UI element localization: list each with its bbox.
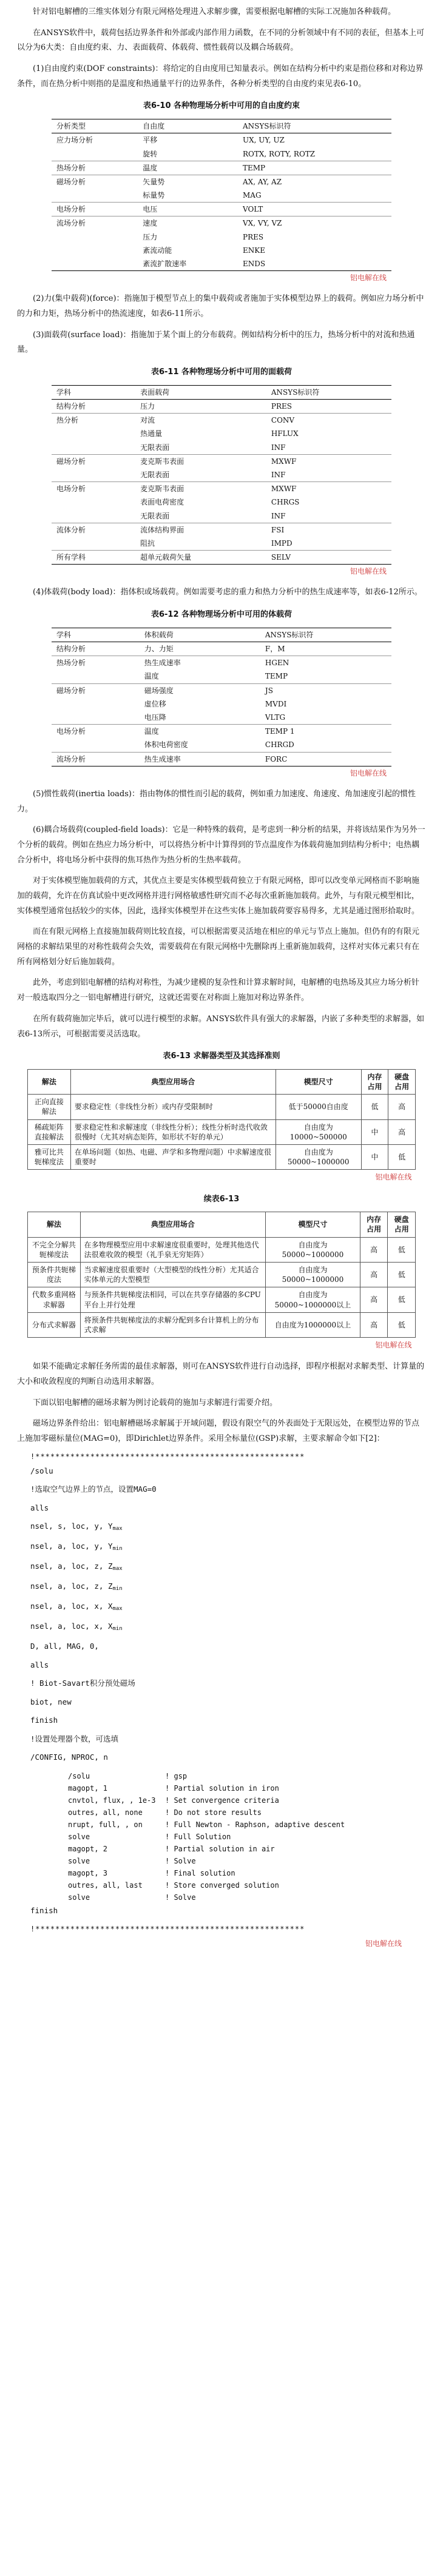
column-header: 自由度 bbox=[138, 119, 238, 133]
solve-comment: ! Set convergence criteria bbox=[165, 1796, 279, 1805]
table-cell: 自由度为1000000以上 bbox=[266, 1312, 360, 1337]
table-cell: 表面电荷密度 bbox=[140, 498, 184, 507]
table-cell: 麦克斯韦表面 bbox=[135, 482, 266, 496]
table-row bbox=[52, 697, 391, 711]
table-cell: 速度 bbox=[138, 216, 238, 230]
table-row bbox=[52, 400, 391, 414]
body-loads-table bbox=[52, 628, 391, 780]
table-row bbox=[28, 1119, 416, 1144]
table-cell: CHRGD bbox=[265, 740, 294, 750]
solve-command: nrupt, full, , on bbox=[68, 1820, 143, 1829]
paragraph: 磁场边界条件给出：铝电解槽磁场求解属于开域问题，假设有限空气的外表面处于无限远处，在模型边界的节点上施加零磁标量位(MAG=0)，即Dirichlet边界条件。采用全标量位(GSP)求解，主要求解命令如下[2]： bbox=[17, 1419, 420, 1444]
code-text: nsel, a, loc, x, bbox=[30, 1602, 108, 1611]
watermark: 铝电解在线 bbox=[365, 1939, 402, 1948]
solve-comment: ! Partial solution in air bbox=[165, 1844, 275, 1853]
table-row bbox=[52, 482, 391, 496]
code-text: nsel, a, loc, z, bbox=[30, 1561, 108, 1571]
table-caption: 表6-11 各种物理场分析中可用的面载荷 bbox=[150, 367, 293, 377]
table-cell: 低于50000自由度 bbox=[276, 1095, 361, 1119]
table-cell: 在单场问题（如热、电磁、声学和多物理问题）中求解速度很重要时 bbox=[70, 1145, 276, 1170]
table-cell: INF bbox=[271, 511, 286, 520]
cell-type bbox=[52, 509, 135, 523]
paragraph: (5)惯性载荷(inertia loads)：指由物体的惯性而引起的载荷，例如重力加速度、角速度、角加速度引起的惯性力。 bbox=[17, 789, 416, 814]
solver-types-table-continued bbox=[27, 1212, 416, 1352]
table-cell: 要求稳定性和求解速度（非线性分析）；线性分析时迭代收敛很慢时（尤其对病态矩阵，如形状不好的单元） bbox=[70, 1119, 276, 1144]
code-line: finish bbox=[30, 1905, 58, 1915]
table-body bbox=[52, 642, 391, 766]
solve-commands bbox=[68, 1773, 426, 1901]
table-cell: HGEN bbox=[260, 656, 391, 670]
header-row bbox=[52, 628, 391, 642]
solve-command: outres, all, none bbox=[68, 1808, 143, 1817]
cell-type bbox=[52, 189, 138, 203]
cell-type: 电场分析 bbox=[52, 482, 135, 496]
watermark-row bbox=[52, 766, 391, 780]
table-cell: 电压降 bbox=[144, 713, 166, 722]
table-head bbox=[52, 628, 391, 642]
table-row bbox=[28, 1095, 416, 1119]
column-header: 学科 bbox=[52, 628, 140, 642]
table-row bbox=[52, 509, 391, 523]
code-line bbox=[30, 1563, 426, 1572]
table-cell: 正向直接解法 bbox=[28, 1095, 71, 1119]
table-cell: 旋转 bbox=[143, 149, 158, 158]
table-cell: 中 bbox=[361, 1119, 388, 1144]
cell-type: 热场分析 bbox=[52, 161, 138, 175]
table-cell: 对流 bbox=[135, 414, 266, 428]
cell-type: 电场分析 bbox=[52, 725, 140, 739]
cell-type bbox=[52, 697, 140, 711]
table-row bbox=[52, 752, 391, 766]
table-row bbox=[28, 1263, 416, 1287]
table-row bbox=[52, 669, 391, 683]
watermark: 铝电解在线 bbox=[375, 1173, 412, 1182]
table-cell: 低 bbox=[388, 1263, 416, 1287]
table-cell: FORC bbox=[260, 752, 391, 766]
table-cell: PRES bbox=[266, 400, 391, 414]
table-cell: 高 bbox=[388, 1119, 416, 1144]
table-row bbox=[52, 454, 391, 468]
table-cell: JS bbox=[260, 683, 391, 697]
cell-type bbox=[52, 441, 135, 455]
column-header: 硬盘占用 bbox=[388, 1212, 416, 1237]
table-cell: 标量势 bbox=[143, 191, 165, 200]
table-cell: 温度 bbox=[140, 725, 260, 739]
table-row bbox=[52, 495, 391, 509]
table-cell: 无限表面 bbox=[140, 443, 170, 452]
table-cell: 压力 bbox=[143, 232, 158, 241]
table-cell: 不完全分解共轭梯度法 bbox=[28, 1237, 81, 1262]
solve-command: magopt, 1 bbox=[68, 1783, 108, 1793]
table-row bbox=[52, 216, 391, 230]
table-row bbox=[52, 189, 391, 203]
watermark-row bbox=[52, 271, 391, 285]
table-cell: 将预条件共轭梯度法的求解分配到多台计算机上的分布式求解 bbox=[80, 1312, 265, 1337]
code-text: nsel, a, loc, z, bbox=[30, 1581, 108, 1591]
table-cell: HFLUX bbox=[271, 429, 299, 438]
watermark: 铝电解在线 bbox=[350, 273, 387, 283]
table-cell: 低 bbox=[388, 1287, 416, 1312]
code-line bbox=[30, 1583, 426, 1592]
table-cell: 磁场强度 bbox=[140, 683, 260, 697]
column-header: 内存占用 bbox=[361, 1069, 388, 1094]
solve-comment: ! Full Solution bbox=[165, 1832, 231, 1841]
cell-type: 结构分析 bbox=[52, 642, 140, 656]
code-line: finish bbox=[30, 1716, 58, 1725]
table-cell: VLTG bbox=[265, 713, 286, 722]
cell-type: 磁场分析 bbox=[52, 454, 135, 468]
table-caption: 续表6-13 bbox=[203, 1194, 240, 1204]
table-cell: MAG bbox=[243, 191, 262, 200]
table-cell: 虚位移 bbox=[144, 699, 166, 708]
table-cell: 低 bbox=[361, 1095, 388, 1119]
table-row bbox=[52, 725, 391, 739]
table-cell: 高 bbox=[360, 1263, 388, 1287]
solve-comment: ! Solve bbox=[165, 1856, 196, 1865]
table-row bbox=[52, 244, 391, 257]
table-row bbox=[52, 147, 391, 161]
solve-command: cnvtol, flux, , 1e-3 bbox=[68, 1796, 156, 1805]
table-cell: 自由度为50000~1000000 bbox=[266, 1263, 360, 1287]
paragraph: (4)体载荷(body load)：指体积或场载荷。例如需要考虑的重力和热力分析中的热生成速率等，如表6-12所示。 bbox=[33, 588, 422, 597]
table-row bbox=[52, 656, 391, 670]
table-cell: MXWF bbox=[266, 482, 391, 496]
table-cell: 无限表面 bbox=[140, 511, 170, 520]
table-cell: 矢量势 bbox=[138, 175, 238, 189]
code-line: biot, new bbox=[30, 1697, 72, 1706]
table-cell: 高 bbox=[360, 1312, 388, 1337]
cell-type: 流场分析 bbox=[52, 216, 138, 230]
paragraph: 在ANSYS软件中，载荷包括边界条件和外部或内部作用力函数，在不同的分析领域中有不同的表征，但基本上可以分为6大类：自由度约束、力、表面载荷、体载荷、惯性载荷以及耦合场载荷。 bbox=[17, 28, 425, 53]
dof-constraints-table bbox=[52, 119, 391, 284]
column-header: 内存占用 bbox=[360, 1212, 388, 1237]
table-cell: 温度 bbox=[144, 672, 159, 681]
table-cell: INF bbox=[271, 470, 286, 479]
table-cell: 热生成速率 bbox=[140, 656, 260, 670]
table-cell: 超单元载荷矢量 bbox=[135, 551, 266, 565]
table-cell: ROTX, ROTY, ROTZ bbox=[243, 149, 316, 158]
cell-type bbox=[52, 147, 138, 161]
table-cell: 力、力矩 bbox=[140, 642, 260, 656]
table-row bbox=[52, 203, 391, 216]
code-subscript: max bbox=[112, 1526, 123, 1532]
column-header: 硬盘占用 bbox=[388, 1069, 416, 1094]
solve-comment: ! gsp bbox=[165, 1771, 188, 1780]
code-separator: !****************************************************** bbox=[30, 1452, 305, 1461]
code-subscript: max bbox=[112, 1566, 123, 1572]
header-row bbox=[52, 119, 391, 133]
solve-comment: ! Final solution bbox=[165, 1868, 235, 1877]
table-row bbox=[28, 1287, 416, 1312]
cell-type: 流场分析 bbox=[52, 752, 140, 766]
code-line: D, all, MAG, 0, bbox=[30, 1642, 99, 1651]
table-cell: 自由度为50000~1000000 bbox=[266, 1237, 360, 1262]
table-cell: 低 bbox=[388, 1312, 416, 1337]
cell-type bbox=[52, 244, 138, 257]
table-row bbox=[28, 1145, 416, 1170]
solve-comment: ! Store converged solution bbox=[165, 1880, 279, 1890]
code-subscript: min bbox=[112, 1546, 123, 1552]
cell-type: 流体分析 bbox=[52, 523, 135, 537]
code-var: X bbox=[107, 1622, 113, 1631]
table-cell: TEMP 1 bbox=[260, 725, 391, 739]
code-var: Z bbox=[107, 1561, 113, 1571]
solve-comment: ! Partial solution in iron bbox=[165, 1783, 279, 1793]
code-subscript: min bbox=[112, 1626, 123, 1632]
code-var: X bbox=[107, 1602, 113, 1611]
table-cell: FSI bbox=[266, 523, 391, 537]
solver-types-table bbox=[27, 1069, 416, 1185]
code-var: Z bbox=[107, 1581, 113, 1591]
watermark: 铝电解在线 bbox=[350, 768, 387, 777]
code-separator: !****************************************************** bbox=[30, 1925, 305, 1934]
code-line bbox=[30, 1603, 426, 1612]
cell-type bbox=[52, 669, 140, 683]
watermark: 铝电解在线 bbox=[375, 1341, 412, 1350]
table-cell: IMPD bbox=[271, 538, 293, 548]
column-header: 体积载荷 bbox=[140, 628, 260, 642]
code-comment: !选取空气边界上的节点，设置MAG=0 bbox=[30, 1484, 157, 1494]
column-header: 模型尺寸 bbox=[276, 1069, 361, 1094]
table-row bbox=[52, 468, 391, 482]
cell-type: 所有学科 bbox=[52, 551, 135, 565]
solve-command: solve bbox=[68, 1832, 90, 1841]
code-line: alls bbox=[30, 1503, 49, 1512]
table-head bbox=[52, 385, 391, 399]
table-cell: 热生成速率 bbox=[140, 752, 260, 766]
table-cell: 当求解速度很重要时（大型模型的线性分析）尤其适合实体单元的大型模型 bbox=[80, 1263, 265, 1287]
table-body bbox=[52, 133, 391, 271]
table-row bbox=[52, 257, 391, 271]
table-row bbox=[52, 642, 391, 656]
paragraph: 对于实体模型施加载荷的方式，其优点主要是实体模型载荷独立于有限元网格，即可以改变单元网格而不影响施加的载荷，允许在仿真试验中更改网格并进行网格敏感性研究而不必每次重新施加载荷。此外，与有限元模型相比，实体模型通常包括较少的实体，因此，选择实体模型并在这些实体上施加载荷要容易得多，尤其是通过图形拾取时。 bbox=[17, 876, 420, 916]
cell-type bbox=[52, 427, 135, 440]
table-row bbox=[52, 161, 391, 175]
table-cell: SELV bbox=[266, 551, 391, 565]
code-comment: !设置处理器个数，可选填 bbox=[30, 1734, 119, 1743]
column-header: 典型应用场合 bbox=[70, 1069, 276, 1094]
code-line bbox=[30, 1543, 426, 1552]
solve-command: magopt, 3 bbox=[68, 1868, 108, 1877]
table-cell: TEMP bbox=[238, 161, 391, 175]
paragraph: (1)自由度约束(DOF constraints)：将给定的自由度用已知量表示。例如在结构分析中约束是指位移和对称边界条件，而在热分析中则指的是温度和热通量平行的边界条件，各种分析类型的自由度约束见表6-10。 bbox=[17, 64, 424, 89]
table-cell: VX, VY, VZ bbox=[238, 216, 391, 230]
table-cell: F，M bbox=[260, 642, 391, 656]
table-cell: PRES bbox=[243, 232, 264, 241]
table-cell: 紊流扩散速率 bbox=[138, 257, 238, 271]
table-cell: INF bbox=[271, 443, 286, 452]
column-header: 典型应用场合 bbox=[80, 1212, 265, 1237]
table-cell: 阻抗 bbox=[140, 538, 155, 548]
table-cell: 代数多重网格求解器 bbox=[28, 1287, 81, 1312]
table-cell: 热通量 bbox=[140, 429, 163, 438]
solve-command: outres, all, last bbox=[68, 1880, 143, 1890]
paragraph: 而在有限元网格上直接施加载荷则比较直接，可以根据需要灵活地在相应的单元与节点上施加。但仍有的有限元网格的求解结果里的对称性载荷会失效，需要载荷在有限元网格中先删除再上重新施加载荷，这样对实体元素只有在所有网格划分好后施加载荷。 bbox=[17, 927, 420, 967]
table-cell: ENKE bbox=[243, 246, 265, 255]
table-cell: 自由度为10000~500000 bbox=[276, 1119, 361, 1144]
column-header: 模型尺寸 bbox=[266, 1212, 360, 1237]
table-row bbox=[52, 537, 391, 551]
table-cell: 无限表面 bbox=[140, 470, 170, 479]
cell-type bbox=[52, 257, 138, 271]
solve-comment: ! Solve bbox=[165, 1893, 196, 1902]
table-row bbox=[28, 1312, 416, 1337]
table-cell: 麦克斯韦表面 bbox=[135, 454, 266, 468]
cell-type bbox=[52, 711, 140, 725]
solve-command: solve bbox=[68, 1893, 90, 1902]
table-row bbox=[52, 683, 391, 697]
code-var: Y bbox=[107, 1541, 113, 1551]
code-text: nsel, a, loc, x, bbox=[30, 1622, 108, 1631]
table-cell: 中 bbox=[361, 1145, 388, 1170]
column-header: ANSYS标识符 bbox=[238, 119, 391, 133]
cell-type: 磁场分析 bbox=[52, 175, 138, 189]
table-cell: 低 bbox=[388, 1237, 416, 1262]
paragraph: (3)面载荷(surface load)：指施加于某个面上的分布载荷。例如结构分析中的压力，热场分析中的对流和热通量。 bbox=[17, 330, 415, 355]
solve-command: /solu bbox=[68, 1771, 90, 1780]
table-cell: 分布式求解器 bbox=[28, 1312, 81, 1337]
cell-type: 磁场分析 bbox=[52, 683, 140, 697]
table-cell: UX, UY, UZ bbox=[238, 133, 391, 147]
column-header: 解法 bbox=[28, 1212, 81, 1237]
table-cell: TEMP bbox=[265, 672, 288, 681]
nsel-lines bbox=[17, 1523, 426, 1632]
watermark-row bbox=[28, 1338, 416, 1353]
table-cell: CONV bbox=[266, 414, 391, 428]
code-var: Y bbox=[107, 1521, 113, 1531]
code-line: alls bbox=[30, 1660, 49, 1669]
column-header: ANSYS标识符 bbox=[260, 628, 391, 642]
table-cell: 雅可比共轭梯度法 bbox=[28, 1145, 71, 1170]
code-line: /CONFIG, NPROC, n bbox=[30, 1753, 108, 1762]
header-row bbox=[52, 385, 391, 399]
table-cell: 稀疏矩阵直接解法 bbox=[28, 1119, 71, 1144]
table-cell: 要求稳定性（非线性分析）或内存受限制时 bbox=[70, 1095, 276, 1119]
paragraph: (6)耦合场载荷(coupled-field loads)：它是一种特殊的载荷，是考虑到一种分析的结果，并将该结果作为另外一个分析的载荷。例如在热应力场分析中，可以将热分析中计算得到的节点温度作为体载荷施加到结构分析中；电热耦合分析中，将电场分析中获得的焦耳热作为热分析的生热率载荷。 bbox=[17, 825, 425, 865]
paragraph: 如果不能确定求解任务所需的最佳求解器，则可在ANSYS软件进行自动选择，即程序根据对求解类型、计算量的大小和收敛程度的判断自动选用求解器。 bbox=[17, 1362, 425, 1386]
paragraph: 此外，考虑到铝电解槽的结构对称性，为减少建模的复杂性和计算求解时间，电解槽的电热场及其应力场分析针对一般选取四分之一铝电解槽进行研究，这就还需要在对称面上施加对称边界条件。 bbox=[17, 978, 420, 1003]
table-cell: 高 bbox=[360, 1287, 388, 1312]
table-cell: 预条件共轭梯度法 bbox=[28, 1263, 81, 1287]
table-row bbox=[52, 711, 391, 725]
column-header: 分析类型 bbox=[52, 119, 138, 133]
cell-type bbox=[52, 468, 135, 482]
table-row bbox=[52, 523, 391, 537]
table-cell: CHRGS bbox=[271, 498, 300, 507]
surface-loads-table bbox=[52, 385, 391, 579]
table-cell: MXWF bbox=[266, 454, 391, 468]
solve-comment: ! Full Newton - Raphson, adaptive descent bbox=[165, 1820, 345, 1829]
column-header: 解法 bbox=[28, 1069, 71, 1094]
solve-command: solve bbox=[68, 1856, 90, 1865]
code-subscript: max bbox=[112, 1606, 123, 1612]
code-line bbox=[30, 1623, 426, 1632]
table-cell: 流体结构界面 bbox=[135, 523, 266, 537]
watermark-row bbox=[52, 565, 391, 579]
table-body bbox=[52, 400, 391, 565]
cell-type: 热场分析 bbox=[52, 656, 140, 670]
code-block bbox=[17, 1453, 426, 1948]
table-cell: 自由度为50000~1000000 bbox=[276, 1145, 361, 1170]
table-cell: 紊流动能 bbox=[143, 246, 172, 255]
table-row bbox=[52, 175, 391, 189]
header-row bbox=[28, 1212, 416, 1237]
paragraph: (2)力(集中载荷)(force)：指施加于模型节点上的集中载荷或者施加于实体模型边界上的载荷。例如应力场分析中的力和力矩，热场分析中的热流速度，如表6-11所示。 bbox=[17, 294, 424, 319]
table-cell: 低 bbox=[388, 1145, 416, 1170]
table-cell: 在多物理模型应用中求解速度很重要时，处理其他迭代法很难收敛的模型（礼手泉无穷矩阵） bbox=[80, 1237, 265, 1262]
table-caption: 表6-13 求解器类型及其选择准则 bbox=[163, 1052, 280, 1061]
cell-type bbox=[52, 537, 135, 551]
cell-type bbox=[52, 495, 135, 509]
paragraph: 在所有载荷施加完毕后，就可以进行模型的求解。ANSYS软件具有强大的求解器，内嵌了多种类型的求解器，如表6-13所示，可根据需要灵活选取。 bbox=[17, 1014, 425, 1039]
code-text: nsel, s, loc, y, bbox=[30, 1521, 108, 1531]
cell-type bbox=[52, 230, 138, 244]
table-cell: 电压 bbox=[138, 203, 238, 216]
cell-type: 电场分析 bbox=[52, 203, 138, 216]
column-header: 表面载荷 bbox=[135, 385, 266, 399]
table-cell: 压力 bbox=[135, 400, 266, 414]
table-cell: 高 bbox=[360, 1237, 388, 1262]
cell-type: 应力场分析 bbox=[52, 133, 138, 147]
code-subscript: min bbox=[112, 1586, 123, 1592]
solve-comment: ! Do not store results bbox=[165, 1808, 262, 1817]
code-comment: ! Biot-Savart积分预处磁场 bbox=[30, 1679, 135, 1688]
table-row bbox=[52, 441, 391, 455]
table-row bbox=[52, 230, 391, 244]
column-header: ANSYS标识符 bbox=[266, 385, 391, 399]
table-cell: 体积电荷密度 bbox=[144, 740, 188, 750]
watermark: 铝电解在线 bbox=[350, 567, 387, 576]
table-cell: 自由度为50000~1000000以上 bbox=[266, 1287, 360, 1312]
table-row bbox=[52, 427, 391, 440]
column-header: 学科 bbox=[52, 385, 135, 399]
table-cell: 平移 bbox=[138, 133, 238, 147]
table-cell: 与预条件共轭梯度法相同，可以在共享存储器的多CPU平台上并行处理 bbox=[80, 1287, 265, 1312]
code-line: /solu bbox=[30, 1466, 53, 1475]
cell-type: 结构分析 bbox=[52, 400, 135, 414]
table-cell: VOLT bbox=[238, 203, 391, 216]
table-head bbox=[52, 119, 391, 133]
solve-command: magopt, 2 bbox=[68, 1844, 108, 1853]
table-cell: AX, AY, AZ bbox=[238, 175, 391, 189]
table-cell: 高 bbox=[388, 1095, 416, 1119]
table-cell: ENDS bbox=[238, 257, 391, 271]
table-row bbox=[52, 738, 391, 752]
cell-type: 热分析 bbox=[52, 414, 135, 428]
watermark-row bbox=[28, 1170, 416, 1185]
table-cell: 温度 bbox=[138, 161, 238, 175]
table-row bbox=[52, 551, 391, 565]
code-text: nsel, a, loc, y, bbox=[30, 1541, 108, 1551]
paragraph: 下面以铝电解槽的磁场求解为例讨论载荷的施加与求解进行需要介绍。 bbox=[33, 1398, 278, 1407]
code-line bbox=[30, 1523, 426, 1532]
table-row bbox=[52, 414, 391, 428]
header-row bbox=[28, 1069, 416, 1094]
table-caption: 表6-12 各种物理场分析中可用的体载荷 bbox=[150, 610, 293, 620]
table-row bbox=[52, 133, 391, 147]
paragraph: 针对铝电解槽的三维实体划分有限元网格处理进入求解步骤，需要根据电解槽的实际工况施加各种载荷。 bbox=[33, 7, 396, 16]
table-caption: 表6-10 各种物理场分析中可用的自由度约束 bbox=[143, 101, 300, 111]
table-row bbox=[28, 1237, 416, 1262]
cell-type bbox=[52, 738, 140, 752]
table-cell: MVDI bbox=[265, 699, 287, 708]
